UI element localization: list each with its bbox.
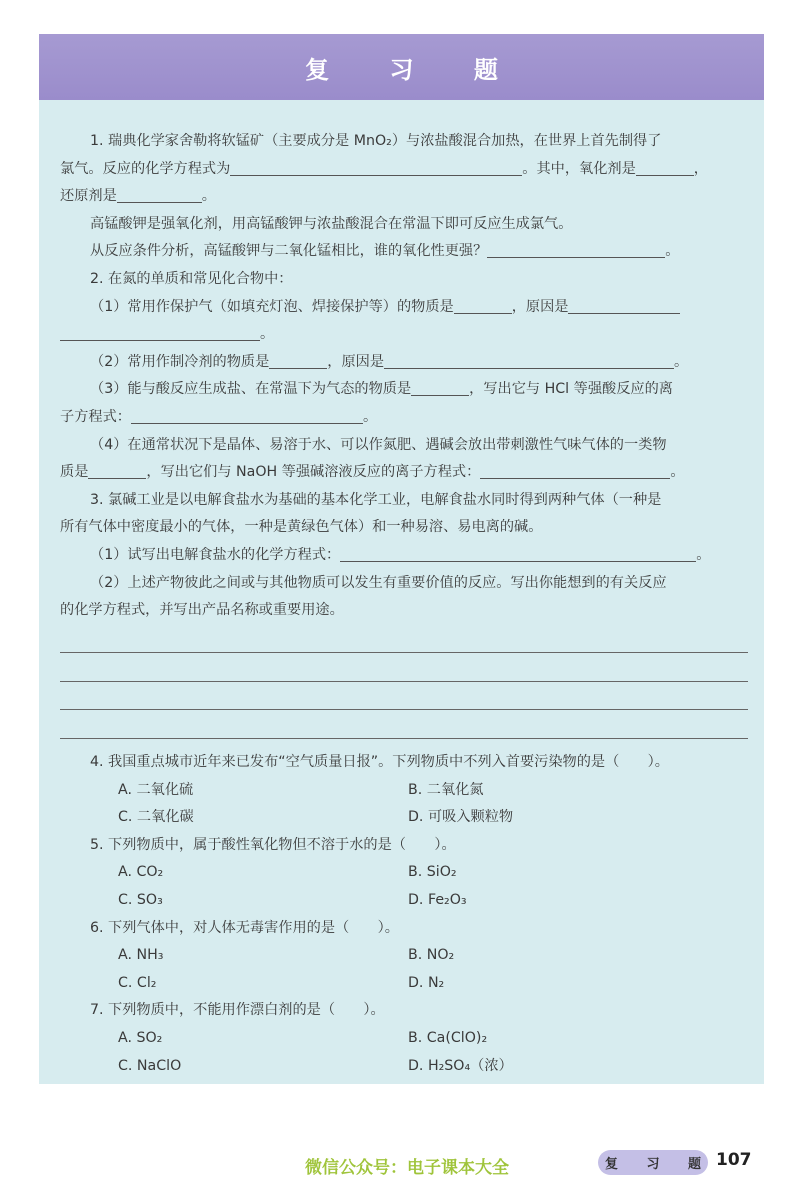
- watermark-text: 微信公众号：电子课本大全: [305, 1158, 509, 1178]
- q2-stem: 2. 在氮的单质和常见化合物中：: [90, 270, 293, 287]
- answer-blank[interactable]: [454, 295, 512, 314]
- option-c[interactable]: C. Cl₂: [118, 974, 157, 991]
- q3-stem-1: 3. 氯碱工业是以电解食盐水为基础的基本化学工业，电解食盐水同时得到两种气体（一种是: [90, 491, 662, 508]
- q4-stem: 4. 我国重点城市近年来已发布“空气质量日报”。下列物质中不列入首要污染物的是（ ）。: [90, 754, 669, 771]
- option-b[interactable]: B. NO₂: [408, 947, 455, 964]
- q2-part-1-cont: 。: [60, 321, 748, 349]
- options-row: [60, 1025, 748, 1053]
- answer-blank[interactable]: [230, 157, 522, 176]
- q1-line-1: 1. 瑞典化学家舍勒将软锰矿（主要成分是 MnO₂）与浓盐酸混合加热，在世界上首先制得了: [90, 133, 662, 149]
- q1-line-5: 从反应条件分析，高锰酸钾与二氧化锰相比，谁的氧化性更强？ 。: [60, 238, 748, 266]
- option-d[interactable]: D. N₂: [408, 974, 445, 991]
- q2-part-1: （1）常用作保护气（如填充灯泡、焊接保护等）的物质是 ，原因是: [60, 294, 748, 322]
- option-a[interactable]: A. NH₃: [118, 947, 164, 964]
- q1-line-4: 高锰酸钾是强氧化剂，用高锰酸钾与浓盐酸混合在常温下即可反应生成氯气。: [90, 215, 573, 232]
- answer-blank[interactable]: [480, 460, 670, 479]
- option-d[interactable]: D. H₂SO₄（浓）: [408, 1057, 513, 1074]
- q2-part-4-cont: 质是 ，写出它们与 NaOH 等强碱溶液反应的离子方程式： 。: [60, 459, 748, 487]
- q2-part-3-cont: 子方程式： 。: [60, 404, 748, 432]
- options-row: [60, 887, 748, 915]
- answer-line[interactable]: [60, 682, 748, 711]
- option-b[interactable]: B. SiO₂: [408, 864, 457, 881]
- answer-blank[interactable]: [487, 239, 665, 258]
- answer-blank[interactable]: [131, 405, 363, 424]
- option-b[interactable]: B. 二氧化氮: [408, 781, 484, 798]
- answer-blank[interactable]: [411, 377, 469, 396]
- q2-part-4: （4）在通常状况下是晶体、易溶于水、可以作氮肥、遇碱会放出带刺激性气味气体的一类物: [90, 436, 667, 453]
- options-row: [60, 804, 748, 832]
- question-4: [60, 749, 748, 832]
- option-a[interactable]: A. SO₂: [118, 1030, 163, 1046]
- q1-line-3: 还原剂是 。: [60, 183, 748, 211]
- answer-line[interactable]: [60, 625, 748, 654]
- q3-part-1: （1）试写出电解食盐水的化学方程式： 。: [60, 542, 748, 570]
- q3-part-2-cont: 的化学方程式，并写出产品名称或重要用途。: [60, 602, 344, 619]
- answer-blank[interactable]: [60, 322, 260, 341]
- options-row: [60, 777, 748, 805]
- options-row: [60, 1053, 748, 1081]
- answer-blank[interactable]: [384, 350, 674, 369]
- options-row: [60, 859, 748, 887]
- options-row: [60, 942, 748, 970]
- q2-part-3: （3）能与酸反应生成盐、在常温下为气态的物质是 ，写出它与 HCl 等强酸反应的离: [60, 376, 748, 404]
- answer-blank[interactable]: [88, 460, 146, 479]
- section-tag-label: 复 习 题: [604, 1157, 714, 1172]
- answer-line[interactable]: [60, 653, 748, 682]
- option-c[interactable]: C. NaClO: [118, 1057, 182, 1074]
- answer-line[interactable]: [60, 710, 748, 739]
- option-d[interactable]: D. Fe₂O₃: [408, 892, 467, 909]
- answer-blank[interactable]: [269, 350, 327, 369]
- answer-blank[interactable]: [568, 295, 680, 314]
- answer-blank[interactable]: [636, 157, 694, 176]
- option-c[interactable]: C. SO₃: [118, 892, 163, 909]
- q2-part-2: （2）常用作制冷剂的物质是 ，原因是 。: [60, 349, 748, 377]
- answer-blank[interactable]: [117, 184, 202, 203]
- q6-stem: 6. 下列气体中，对人体无毒害作用的是（ ）。: [90, 919, 399, 936]
- header-banner: [39, 34, 764, 100]
- option-d[interactable]: D. 可吸入颗粒物: [408, 809, 514, 826]
- page-title: 复 习 题: [305, 55, 524, 84]
- option-b[interactable]: B. Ca(ClO)₂: [408, 1030, 488, 1046]
- q3-stem-2: 所有气体中密度最小的气体，一种是黄绿色气体）和一种易溶、易电离的碱。: [60, 519, 543, 536]
- option-a[interactable]: A. CO₂: [118, 864, 164, 881]
- section-tag: [598, 1150, 714, 1175]
- options-row: [60, 970, 748, 998]
- page-number: 107: [716, 1150, 752, 1170]
- q1-line-2: 氯气。反应的化学方程式为 。其中，氧化剂是 ，: [60, 156, 748, 184]
- answer-blank[interactable]: [340, 543, 696, 562]
- q5-stem: 5. 下列物质中，属于酸性氧化物但不溶于水的是（ ）。: [90, 836, 456, 853]
- q7-stem: 7. 下列物质中，不能用作漂白剂的是（ ）。: [90, 1002, 385, 1019]
- option-a[interactable]: A. 二氧化硫: [118, 781, 194, 798]
- exercise-content: [60, 128, 748, 1080]
- q3-part-2: （2）上述产物彼此之间或与其他物质可以发生有重要价值的反应。写出你能想到的有关反应: [90, 574, 667, 591]
- option-c[interactable]: C. 二氧化碳: [118, 809, 194, 826]
